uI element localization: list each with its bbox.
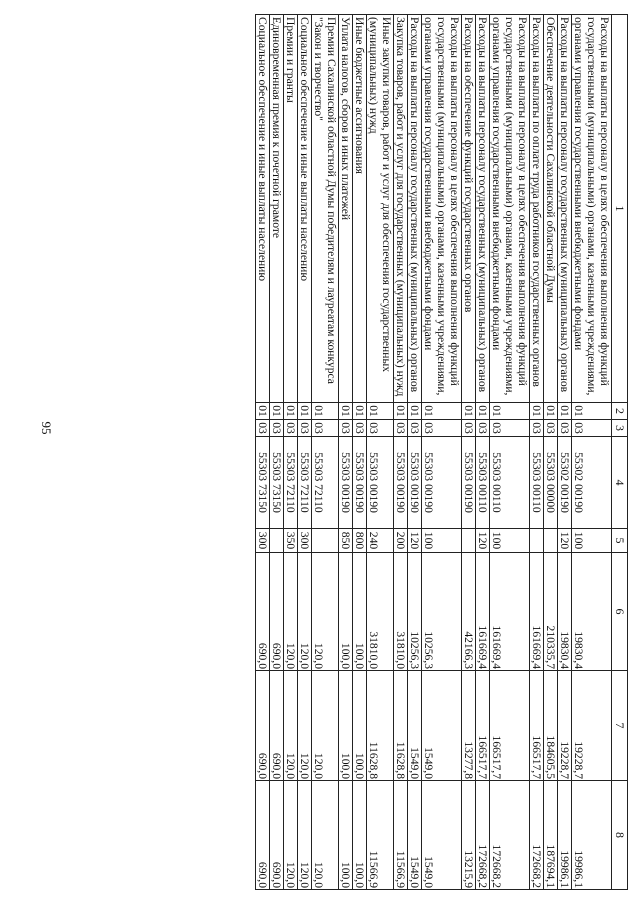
- page-number: 95: [39, 421, 54, 435]
- row-target-code: 55303 00190: [339, 437, 353, 529]
- row-amount-col6: 31810,0: [367, 553, 394, 671]
- row-amount-col6: 10256,3: [408, 553, 422, 671]
- table-row: [270, 15, 284, 890]
- row-amount-col7: 120,0: [312, 671, 339, 781]
- table-row: [312, 15, 339, 890]
- row-target-code: 55303 00190: [408, 437, 422, 529]
- row-target-code: 55303 00110: [530, 437, 544, 529]
- rotated-page: [40, 14, 628, 889]
- row-amount-col6: 210335,7: [544, 553, 558, 671]
- row-expense-type: 200: [394, 529, 408, 553]
- row-subsection: 03: [270, 420, 284, 437]
- row-section: 01: [256, 403, 270, 420]
- table-row: [353, 15, 367, 890]
- row-amount-col6: 31810,0: [394, 553, 408, 671]
- table-row: [394, 15, 408, 890]
- row-subsection: 03: [353, 420, 367, 437]
- row-amount-col8: 13215,9: [462, 781, 476, 890]
- row-description: Обеспечение деятельности Сахалинской областной Думы: [544, 15, 558, 403]
- row-amount-col8: 120,0: [312, 781, 339, 890]
- row-amount-col8: 172668,2: [490, 781, 530, 890]
- row-subsection: 03: [572, 420, 612, 437]
- row-section: 01: [558, 403, 572, 420]
- table-row: [572, 15, 612, 890]
- row-subsection: 03: [256, 420, 270, 437]
- row-description: Премии и гранты: [284, 15, 298, 403]
- row-amount-col6: 100,0: [339, 553, 353, 671]
- row-amount-col7: 166517,7: [490, 671, 530, 781]
- row-target-code: 55303 00110: [490, 437, 530, 529]
- row-expense-type: 120: [558, 529, 572, 553]
- row-target-code: 55303 72110: [312, 437, 339, 529]
- header-cell-7: 7: [612, 671, 628, 781]
- row-subsection: 03: [339, 420, 353, 437]
- row-target-code: 55303 73150: [256, 437, 270, 529]
- row-section: 01: [490, 403, 530, 420]
- row-description: Уплата налогов, сборов и иных платежей: [339, 15, 353, 403]
- row-section: 01: [422, 403, 462, 420]
- row-description: Расходы на выплаты персоналу в целях обеспечения выполнения функций государственными (муниципальными) органами, казенными учреждениями, органами управления государственными внебюджетными фондами: [572, 15, 612, 403]
- row-amount-col7: 13277,8: [462, 671, 476, 781]
- row-amount-col6: 19830,4: [572, 553, 612, 671]
- row-amount-col7: 19228,7: [572, 671, 612, 781]
- row-amount-col7: 690,0: [256, 671, 270, 781]
- table-body: [256, 15, 628, 890]
- row-amount-col7: 184605,5: [544, 671, 558, 781]
- row-subsection: 03: [530, 420, 544, 437]
- row-subsection: 03: [462, 420, 476, 437]
- row-subsection: 03: [408, 420, 422, 437]
- row-amount-col8: 172668,2: [530, 781, 544, 890]
- row-expense-type: [530, 529, 544, 553]
- row-target-code: 55303 00110: [476, 437, 490, 529]
- row-expense-type: 240: [367, 529, 394, 553]
- row-subsection: 03: [422, 420, 462, 437]
- row-description: Единовременная премия к почетной грамоте: [270, 15, 284, 403]
- row-subsection: 03: [490, 420, 530, 437]
- row-amount-col8: 1549,0: [422, 781, 462, 890]
- row-amount-col7: 166517,7: [530, 671, 544, 781]
- row-expense-type: [462, 529, 476, 553]
- row-section: 01: [476, 403, 490, 420]
- header-cell-1: 1: [612, 15, 628, 403]
- table-row: [422, 15, 462, 890]
- row-section: 01: [353, 403, 367, 420]
- row-description: Иные бюджетные ассигнования: [353, 15, 367, 403]
- row-section: 01: [270, 403, 284, 420]
- row-amount-col7: 120,0: [298, 671, 312, 781]
- row-section: 01: [544, 403, 558, 420]
- row-target-code: 55303 72110: [298, 437, 312, 529]
- row-amount-col7: 11628,8: [367, 671, 394, 781]
- table-row: [490, 15, 530, 890]
- row-description: Расходы на выплаты персоналу государственных (муниципальных) органов: [558, 15, 572, 403]
- row-description: Иные закупки товаров, работ и услуг для обеспечения государственных (муниципальных) нужд: [367, 15, 394, 403]
- row-description: Закупка товаров, работ и услуг для государственных (муниципальных) нужд: [394, 15, 408, 403]
- row-amount-col6: 19830,4: [558, 553, 572, 671]
- row-amount-col6: 120,0: [284, 553, 298, 671]
- row-amount-col6: 10256,3: [422, 553, 462, 671]
- table-row: [476, 15, 490, 890]
- header-cell-4: 4: [612, 437, 628, 529]
- row-subsection: 03: [367, 420, 394, 437]
- row-expense-type: 100: [490, 529, 530, 553]
- row-section: 01: [408, 403, 422, 420]
- row-section: 01: [312, 403, 339, 420]
- row-subsection: 03: [558, 420, 572, 437]
- row-amount-col8: 120,0: [298, 781, 312, 890]
- row-target-code: 55302 00190: [558, 437, 572, 529]
- row-description: Расходы на выплаты по оплате труда работников государственных органов: [530, 15, 544, 403]
- row-amount-col7: 11628,8: [394, 671, 408, 781]
- row-target-code: 55303 00190: [394, 437, 408, 529]
- header-cell-3: 3: [612, 420, 628, 437]
- row-target-code: 55303 00190: [353, 437, 367, 529]
- row-section: 01: [394, 403, 408, 420]
- row-amount-col6: 120,0: [312, 553, 339, 671]
- row-amount-col8: 690,0: [270, 781, 284, 890]
- row-amount-col7: 100,0: [353, 671, 367, 781]
- row-expense-type: [312, 529, 339, 553]
- row-section: 01: [530, 403, 544, 420]
- table-row: [558, 15, 572, 890]
- row-amount-col8: 100,0: [339, 781, 353, 890]
- row-expense-type: 350: [284, 529, 298, 553]
- row-description: Расходы на выплаты персоналу государственных (муниципальных) органов: [476, 15, 490, 403]
- row-description: Расходы на выплаты персоналу в целях обеспечения выполнения функций государственными (муниципальными) органами, казенными учреждениями, органами управления государственными внебюджетными фондами: [422, 15, 462, 403]
- row-subsection: 03: [284, 420, 298, 437]
- table-row: [256, 15, 270, 890]
- row-amount-col7: 1549,0: [408, 671, 422, 781]
- row-amount-col6: 161669,4: [476, 553, 490, 671]
- row-target-code: 55303 73150: [270, 437, 284, 529]
- header-cell-5: 5: [612, 529, 628, 553]
- row-amount-col6: 690,0: [270, 553, 284, 671]
- budget-table: [255, 14, 628, 890]
- row-amount-col8: 1549,0: [408, 781, 422, 890]
- table-row: [530, 15, 544, 890]
- row-target-code: 55303 00000: [544, 437, 558, 529]
- table-row: [408, 15, 422, 890]
- row-expense-type: 800: [353, 529, 367, 553]
- row-expense-type: 120: [408, 529, 422, 553]
- row-amount-col8: 172668,2: [476, 781, 490, 890]
- row-target-code: 55303 72110: [284, 437, 298, 529]
- row-subsection: 03: [476, 420, 490, 437]
- row-amount-col8: 690,0: [256, 781, 270, 890]
- table-row: [367, 15, 394, 890]
- row-description: Социальное обеспечение и иные выплаты населению: [256, 15, 270, 403]
- table-row: [339, 15, 353, 890]
- header-row: [612, 15, 628, 890]
- row-section: 01: [339, 403, 353, 420]
- row-expense-type: 100: [572, 529, 612, 553]
- row-description: Социальное обеспечение и иные выплаты населению: [298, 15, 312, 403]
- row-section: 01: [298, 403, 312, 420]
- row-amount-col8: 100,0: [353, 781, 367, 890]
- row-amount-col7: 100,0: [339, 671, 353, 781]
- row-description: Расходы на обеспечение функций государственных органов: [462, 15, 476, 403]
- row-description: Расходы на выплаты персоналу в целях обеспечения выполнения функций государственными (муниципальными) органами, казенными учреждениями, органами управления государственными внебюджетными фондами: [490, 15, 530, 403]
- row-section: 01: [462, 403, 476, 420]
- row-amount-col6: 690,0: [256, 553, 270, 671]
- table-row: [462, 15, 476, 890]
- row-amount-col6: 161669,4: [490, 553, 530, 671]
- row-subsection: 03: [312, 420, 339, 437]
- row-amount-col6: 42166,3: [462, 553, 476, 671]
- row-section: 01: [572, 403, 612, 420]
- row-target-code: 55303 00190: [367, 437, 394, 529]
- table-row: [298, 15, 312, 890]
- row-amount-col7: 19228,7: [558, 671, 572, 781]
- row-target-code: 55303 00190: [462, 437, 476, 529]
- header-cell-6: 6: [612, 553, 628, 671]
- row-target-code: 55303 00190: [422, 437, 462, 529]
- row-amount-col8: 11566,9: [394, 781, 408, 890]
- row-amount-col8: 19986,1: [558, 781, 572, 890]
- row-expense-type: 300: [298, 529, 312, 553]
- table-row: [544, 15, 558, 890]
- row-amount-col7: 120,0: [284, 671, 298, 781]
- row-amount-col8: 187694,1: [544, 781, 558, 890]
- row-expense-type: 300: [256, 529, 270, 553]
- row-amount-col7: 166517,7: [476, 671, 490, 781]
- row-amount-col7: 1549,0: [422, 671, 462, 781]
- row-amount-col6: 100,0: [353, 553, 367, 671]
- row-target-code: 55302 00190: [572, 437, 612, 529]
- row-amount-col8: 120,0: [284, 781, 298, 890]
- row-subsection: 03: [298, 420, 312, 437]
- row-amount-col8: 19986,1: [572, 781, 612, 890]
- row-amount-col6: 161669,4: [530, 553, 544, 671]
- row-description: Расходы на выплаты персоналу государственных (муниципальных) органов: [408, 15, 422, 403]
- row-expense-type: [270, 529, 284, 553]
- row-section: 01: [367, 403, 394, 420]
- header-cell-2: 2: [612, 403, 628, 420]
- row-expense-type: 120: [476, 529, 490, 553]
- row-amount-col8: 11566,9: [367, 781, 394, 890]
- row-expense-type: 850: [339, 529, 353, 553]
- row-subsection: 03: [544, 420, 558, 437]
- row-section: 01: [284, 403, 298, 420]
- row-expense-type: 100: [422, 529, 462, 553]
- row-expense-type: [544, 529, 558, 553]
- header-cell-8: 8: [612, 781, 628, 890]
- row-description: Премии Сахалинской областной Думы победителям и лауреатам конкурса "Закон и творчество": [312, 15, 339, 403]
- row-amount-col6: 120,0: [298, 553, 312, 671]
- row-amount-col7: 690,0: [270, 671, 284, 781]
- row-subsection: 03: [394, 420, 408, 437]
- table-row: [284, 15, 298, 890]
